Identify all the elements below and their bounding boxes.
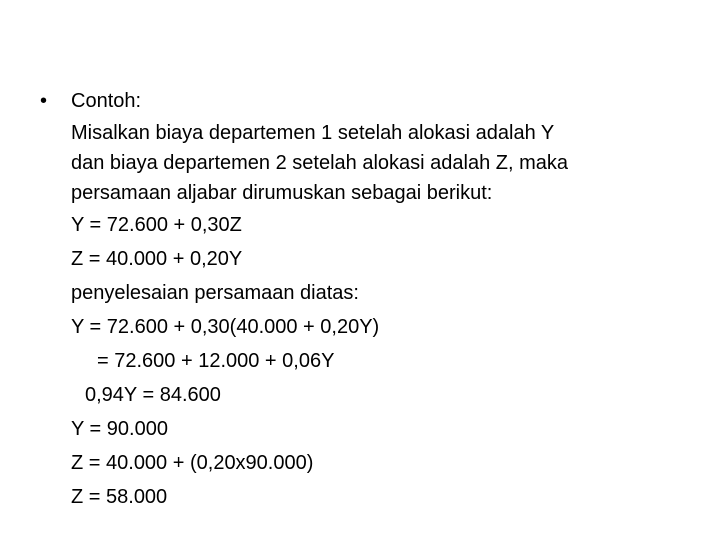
paragraph-line: Misalkan biaya departemen 1 setelah alokasi adalah Y xyxy=(71,122,555,144)
result-y: Y = 90.000 xyxy=(71,418,168,440)
result-z: Z = 58.000 xyxy=(71,486,168,508)
paragraph-line: dan biaya departemen 2 setelah alokasi adalah Z, maka xyxy=(71,152,568,174)
substitution-step: Y = 72.600 + 0,30(40.000 + 0,20Y) xyxy=(71,316,380,338)
intro-paragraph xyxy=(71,118,691,208)
equation-list xyxy=(71,208,691,514)
bullet-dot-icon: • xyxy=(40,90,48,112)
example-body xyxy=(71,118,691,514)
solution-label: penyelesaian persamaan diatas: xyxy=(71,282,359,304)
equation-y: Y = 72.600 + 0,30Z xyxy=(71,214,242,236)
paragraph-line: persamaan aljabar dirumuskan sebagai berikut: xyxy=(71,182,493,204)
equation-z: Z = 40.000 + 0,20Y xyxy=(71,248,243,270)
expansion-step: = 72.600 + 12.000 + 0,06Y xyxy=(97,350,335,372)
heading-contoh: Contoh: xyxy=(71,90,142,112)
simplified-step: 0,94Y = 84.600 xyxy=(85,384,221,406)
z-substitution: Z = 40.000 + (0,20x90.000) xyxy=(71,452,314,474)
